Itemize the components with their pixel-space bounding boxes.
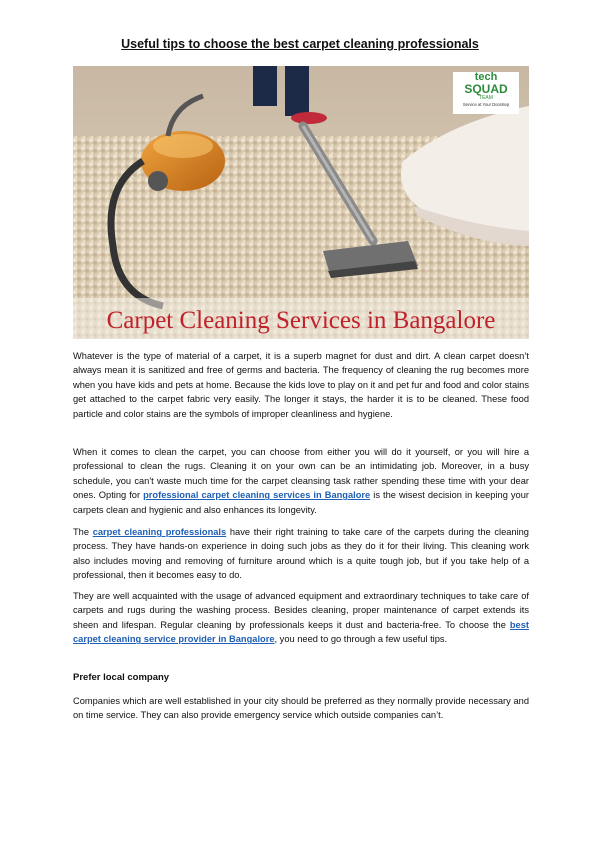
link-best-carpet-cleaning-provider[interactable]: best carpet cleaning service provider in Bangalore — [73, 619, 529, 645]
logo-tagline: Service at Your Doorstep — [462, 102, 510, 107]
hero-caption: Carpet Cleaning Services in Bangalore — [106, 307, 496, 334]
paragraph-4-text-b: , you need to go through a few useful tips. — [274, 634, 448, 645]
link-professional-carpet-cleaning[interactable]: professional carpet cleaning services in Bangalore — [143, 490, 371, 501]
logo-tech-text: tech — [474, 71, 498, 83]
paragraph-4-text-a: They are well acquainted with the usage of advanced equipment and extraordinary techniques to take care of carpets and rugs during the washing process. Besides cleaning, proper maintenance of carpet extends its sheen and lifespan. Regular cleaning by professionals keeps it dust and bacteria-free. To choose the — [73, 591, 529, 630]
paragraph-3-text-b: have their right training to take care of the carpets during the cleaning process. They have hands-on experience in doing such jobs as they do it for their living. This cleaning work also includes moving and removing of furniture around which is a quite tough job, but if you take help of a professional, then it becomes easy to do. — [73, 527, 529, 581]
paragraph-3 — [73, 525, 529, 583]
hero-image — [73, 66, 529, 339]
document-title: Useful tips to choose the best carpet cleaning professionals — [121, 37, 479, 51]
link-carpet-cleaning-professionals[interactable]: carpet cleaning professionals — [92, 527, 227, 537]
paragraph-1: Whatever is the type of material of a carpet, it is a superb magnet for dust and dirt. A clean carpet doesn’t always mean it is sanitized and free of germs and bacteria. The frequency of cleaning the rug becomes more when you have kids and pets at home. Because the kids love to play on it and pet fur and food and color stains get attached to the carpet fabric very easily. The longer it stays, the harder it is to be cleaned. These food particle and color stains are the symbols of improper cleanliness and hygiene. — [73, 351, 529, 419]
paragraph-5: Companies which are well established in your city should be preferred as they normally provide necessary and on time service. They can also provide emergency service which outside companies can’t. — [73, 696, 529, 721]
logo-squad-text: SQUAD — [464, 82, 508, 96]
section-heading-prefer-local: Prefer local company — [73, 672, 170, 683]
logo-team-text: TEAM — [479, 95, 493, 101]
paragraph-3-text-a: The — [73, 527, 93, 537]
paragraph-2 — [73, 445, 529, 517]
paragraph-4 — [73, 589, 529, 647]
paragraph-2-text-a: When it comes to clean the carpet, you can choose from either you will do it yourself, or you will hire a professional to clean the rugs. Cleaning it on your own can be an intimidating job. Moreover, in a busy schedule, you can't waste much time for the carpet cleansing task rather spending these time with your dear ones. Opting for — [73, 447, 529, 501]
tech-squad-logo — [453, 72, 519, 114]
paragraph-2-text-b: is the wisest decision in keeping your carpets clean and hygienic and also enhances its longevity. — [73, 490, 529, 515]
